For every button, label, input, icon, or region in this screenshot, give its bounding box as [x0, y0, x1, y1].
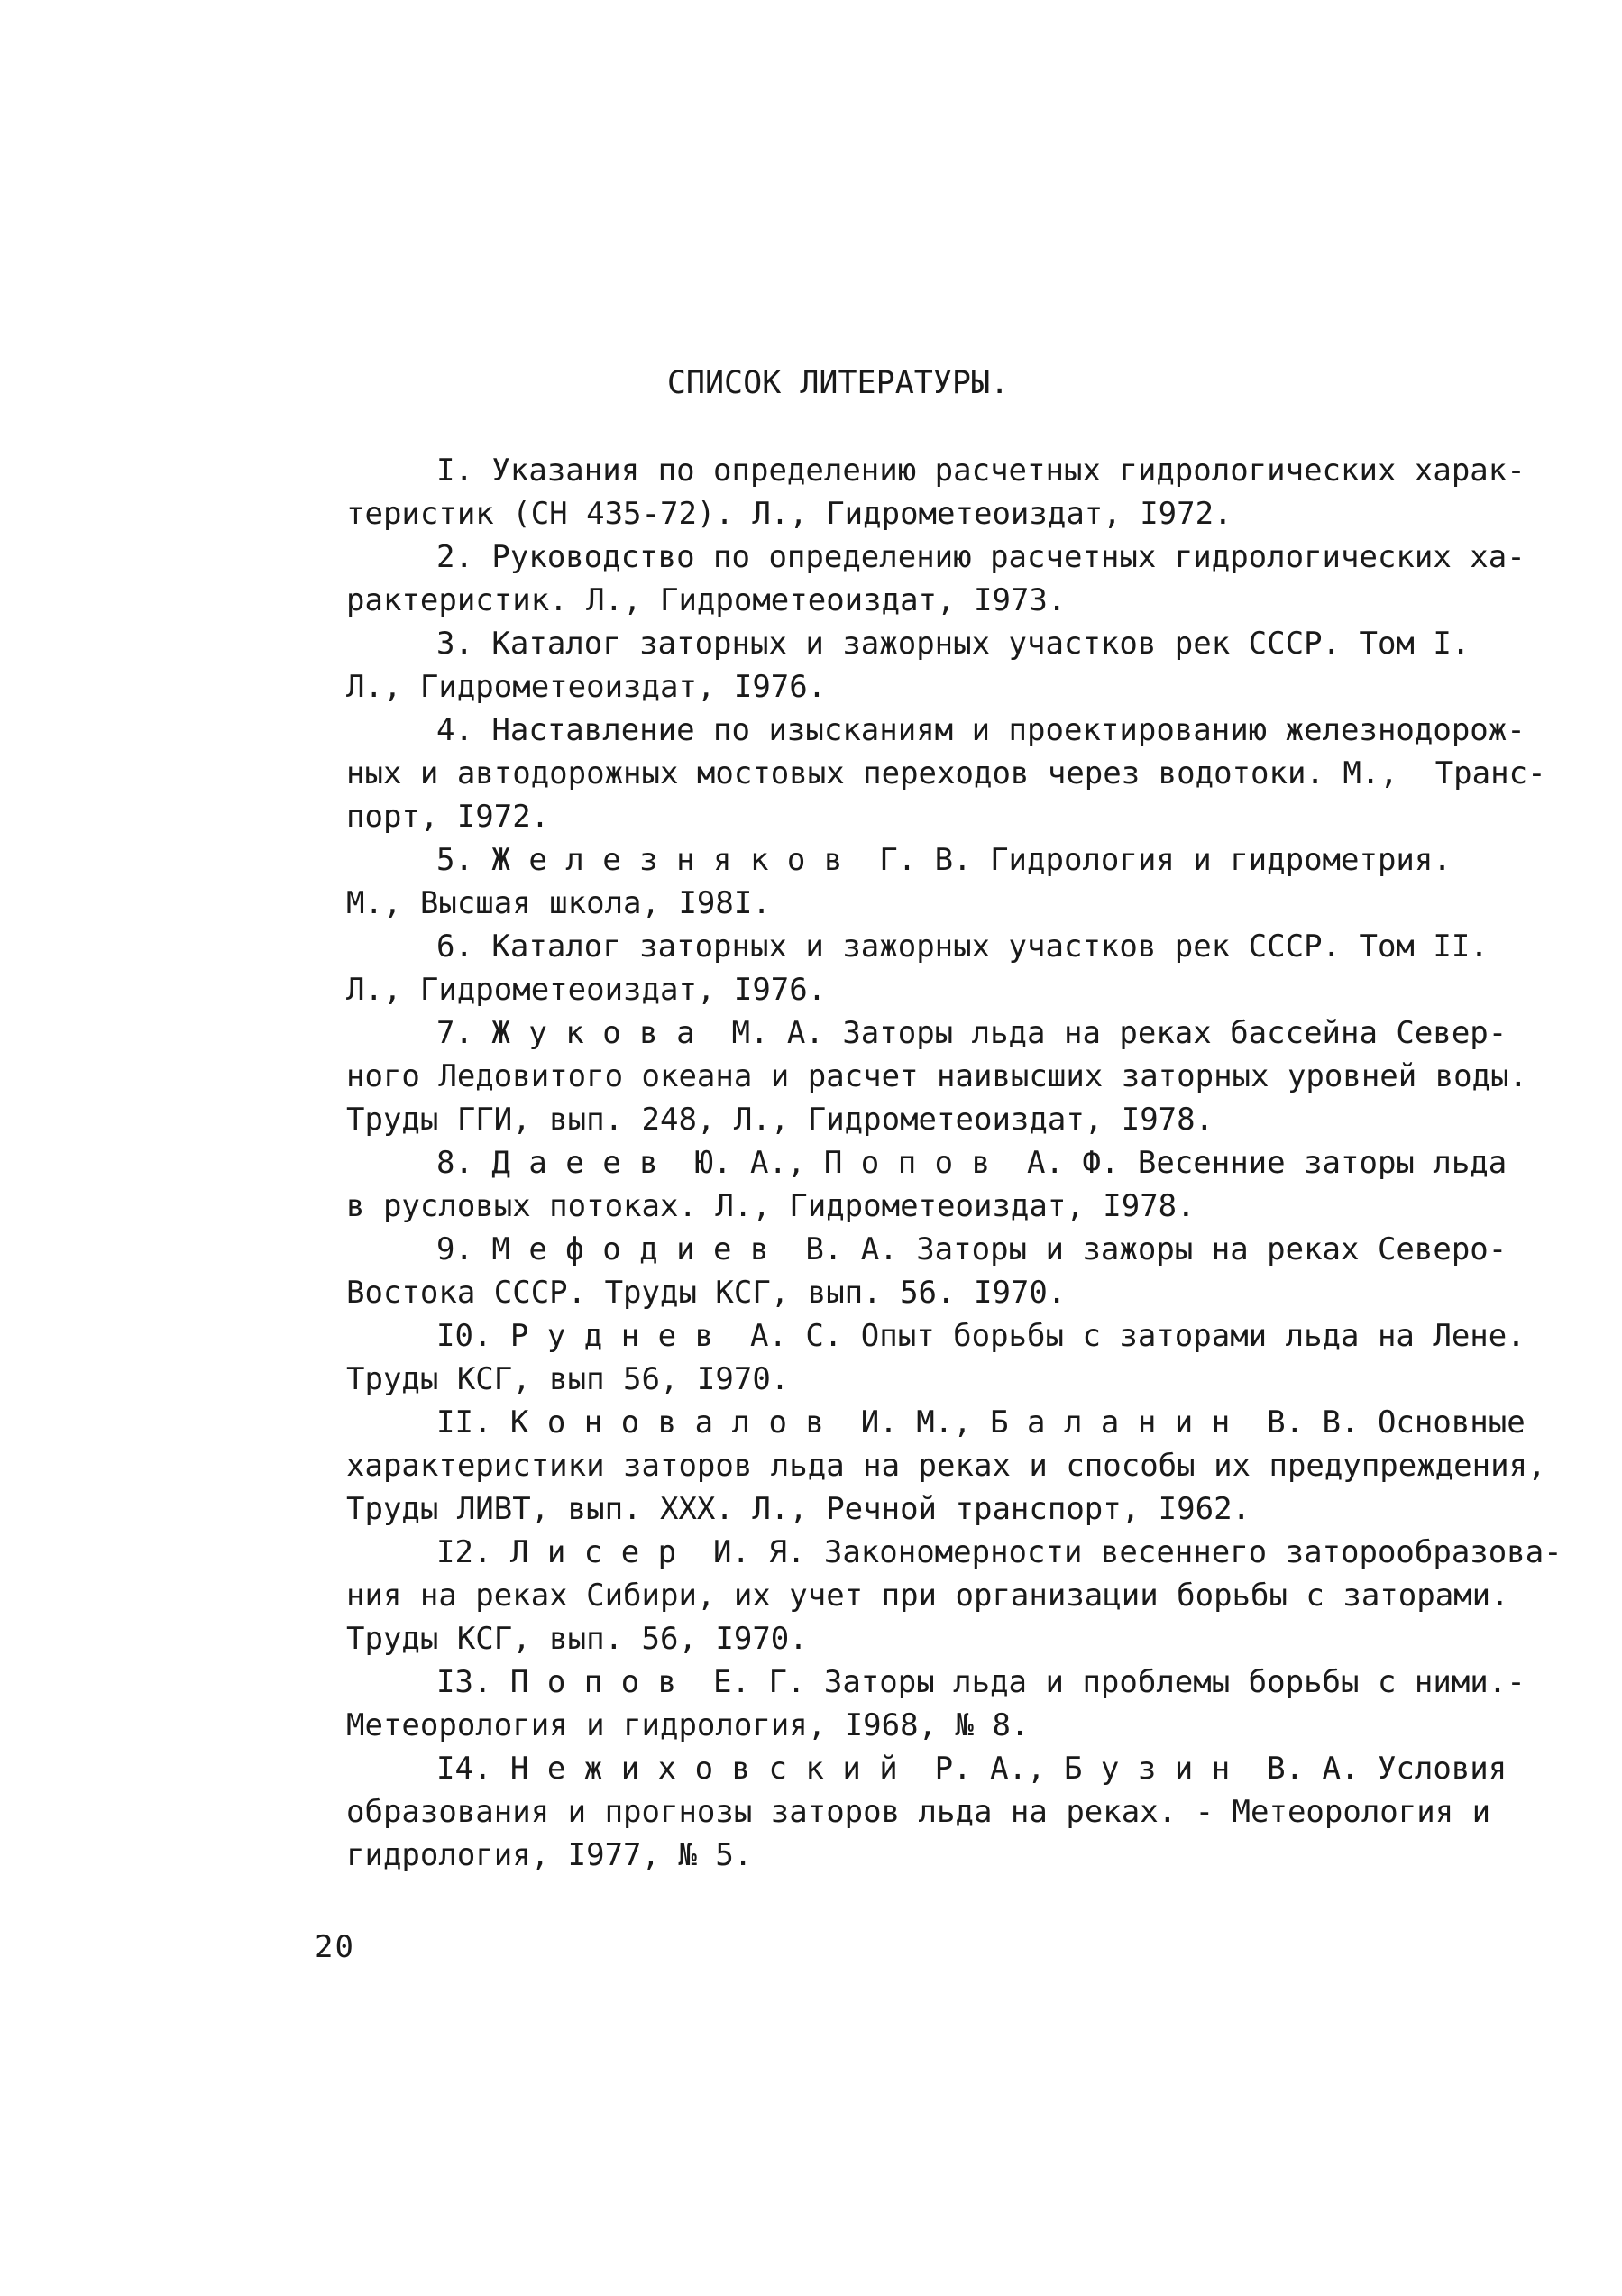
reference-entry	[346, 709, 1546, 838]
reference-line: I4. Н е ж и х о в с к и й Р. А., Б у з и н В. А. Условия	[436, 1751, 1507, 1787]
reference-line: образования и прогнозы заторов льда на реках. - Метеорология и	[346, 1794, 1491, 1830]
reference-line: Труды ГГИ, вып. 248, Л., Гидрометеоиздат, I978.	[346, 1102, 1214, 1138]
reference-entry	[346, 449, 1526, 535]
reference-line: 2. Руководство по определению расчетных гидрологических ха-	[436, 539, 1526, 575]
reference-line: Труды КСГ, вып 56, I970.	[346, 1361, 790, 1397]
reference-entry	[346, 535, 1526, 622]
reference-line: Л., Гидрометеоиздат, I976.	[346, 669, 827, 705]
page-number: 20	[315, 1929, 355, 1965]
reference-line: порт, I972.	[346, 799, 550, 835]
reference-line: 3. Каталог заторных и зажорных участков рек СССР. Том I.	[436, 626, 1471, 662]
reference-line: 4. Наставление по изысканиям и проектированию железнодорож-	[436, 712, 1526, 748]
reference-line: 6. Каталог заторных и зажорных участков рек СССР. Том II.	[436, 928, 1489, 965]
reference-line: ния на реках Сибири, их учет при организации борьбы с заторами.	[346, 1578, 1509, 1614]
reference-line: Л., Гидрометеоиздат, I976.	[346, 972, 827, 1008]
reference-entry	[346, 622, 1515, 709]
reference-list	[346, 449, 1562, 1877]
reference-line: I2. Л и с е р И. Я. Закономерности весеннего заторообразова-	[436, 1534, 1562, 1570]
reference-entry	[346, 1660, 1526, 1747]
reference-line: 8. Д а е е в Ю. А., П о п о в А. Ф. Весенние заторы льда	[436, 1145, 1507, 1181]
reference-line: 9. М е ф о д и е в В. А. Заторы и зажоры на реках Северо-	[436, 1231, 1507, 1267]
reference-entry	[346, 1401, 1546, 1531]
reference-entry	[346, 838, 1515, 925]
reference-line: ных и автодорожных мостовых переходов через водотоки. М., Транс-	[346, 755, 1546, 791]
reference-line: Труды КСГ, вып. 56, I970.	[346, 1621, 808, 1657]
reference-line: I. Указания по определению расчетных гидрологических харак-	[436, 453, 1526, 489]
reference-line: рактеристик. Л., Гидрометеоиздат, I973.	[346, 582, 1067, 618]
reference-entry	[346, 1314, 1526, 1401]
reference-entry	[346, 1747, 1515, 1877]
reference-line: Востока СССР. Труды КСГ, вып. 56. I970.	[346, 1275, 1067, 1311]
reference-line: Метеорология и гидрология, I968, № 8.	[346, 1707, 1030, 1743]
reference-entry	[346, 1228, 1515, 1314]
reference-line: I0. Р у д н е в А. С. Опыт борьбы с заторами льда на Лене.	[436, 1318, 1526, 1354]
reference-entry	[346, 1011, 1528, 1141]
reference-line: М., Высшая школа, I98I.	[346, 885, 771, 921]
reference-line: 7. Ж у к о в а М. А. Заторы льда на реках бассейна Север-	[436, 1015, 1507, 1051]
reference-line: характеристики заторов льда на реках и способы их предупреждения,	[346, 1448, 1546, 1484]
reference-line: в русловых потоках. Л., Гидрометеоиздат, I978.	[346, 1188, 1196, 1224]
reference-line: Труды ЛИВТ, вып. XXX. Л., Речной транспорт, I962.	[346, 1491, 1251, 1527]
page-title: СПИСОК ЛИТЕРАТУРЫ.	[666, 365, 1010, 401]
reference-line: 5. Ж е л е з н я к о в Г. В. Гидрология и гидрометрия.	[436, 842, 1452, 878]
reference-entry	[346, 1141, 1515, 1228]
reference-entry	[346, 1531, 1562, 1660]
reference-line: II. К о н о в а л о в И. М., Б а л а н и н В. В. Основные	[436, 1404, 1526, 1441]
reference-line: I3. П о п о в Е. Г. Заторы льда и проблемы борьбы с ними.-	[436, 1664, 1526, 1700]
reference-line: ного Ледовитого океана и расчет наивысших заторных уровней воды.	[346, 1058, 1528, 1094]
reference-entry	[346, 925, 1515, 1011]
reference-line: теристик (СН 435-72). Л., Гидрометеоиздат, I972.	[346, 496, 1233, 532]
reference-line: гидрология, I977, № 5.	[346, 1837, 753, 1873]
